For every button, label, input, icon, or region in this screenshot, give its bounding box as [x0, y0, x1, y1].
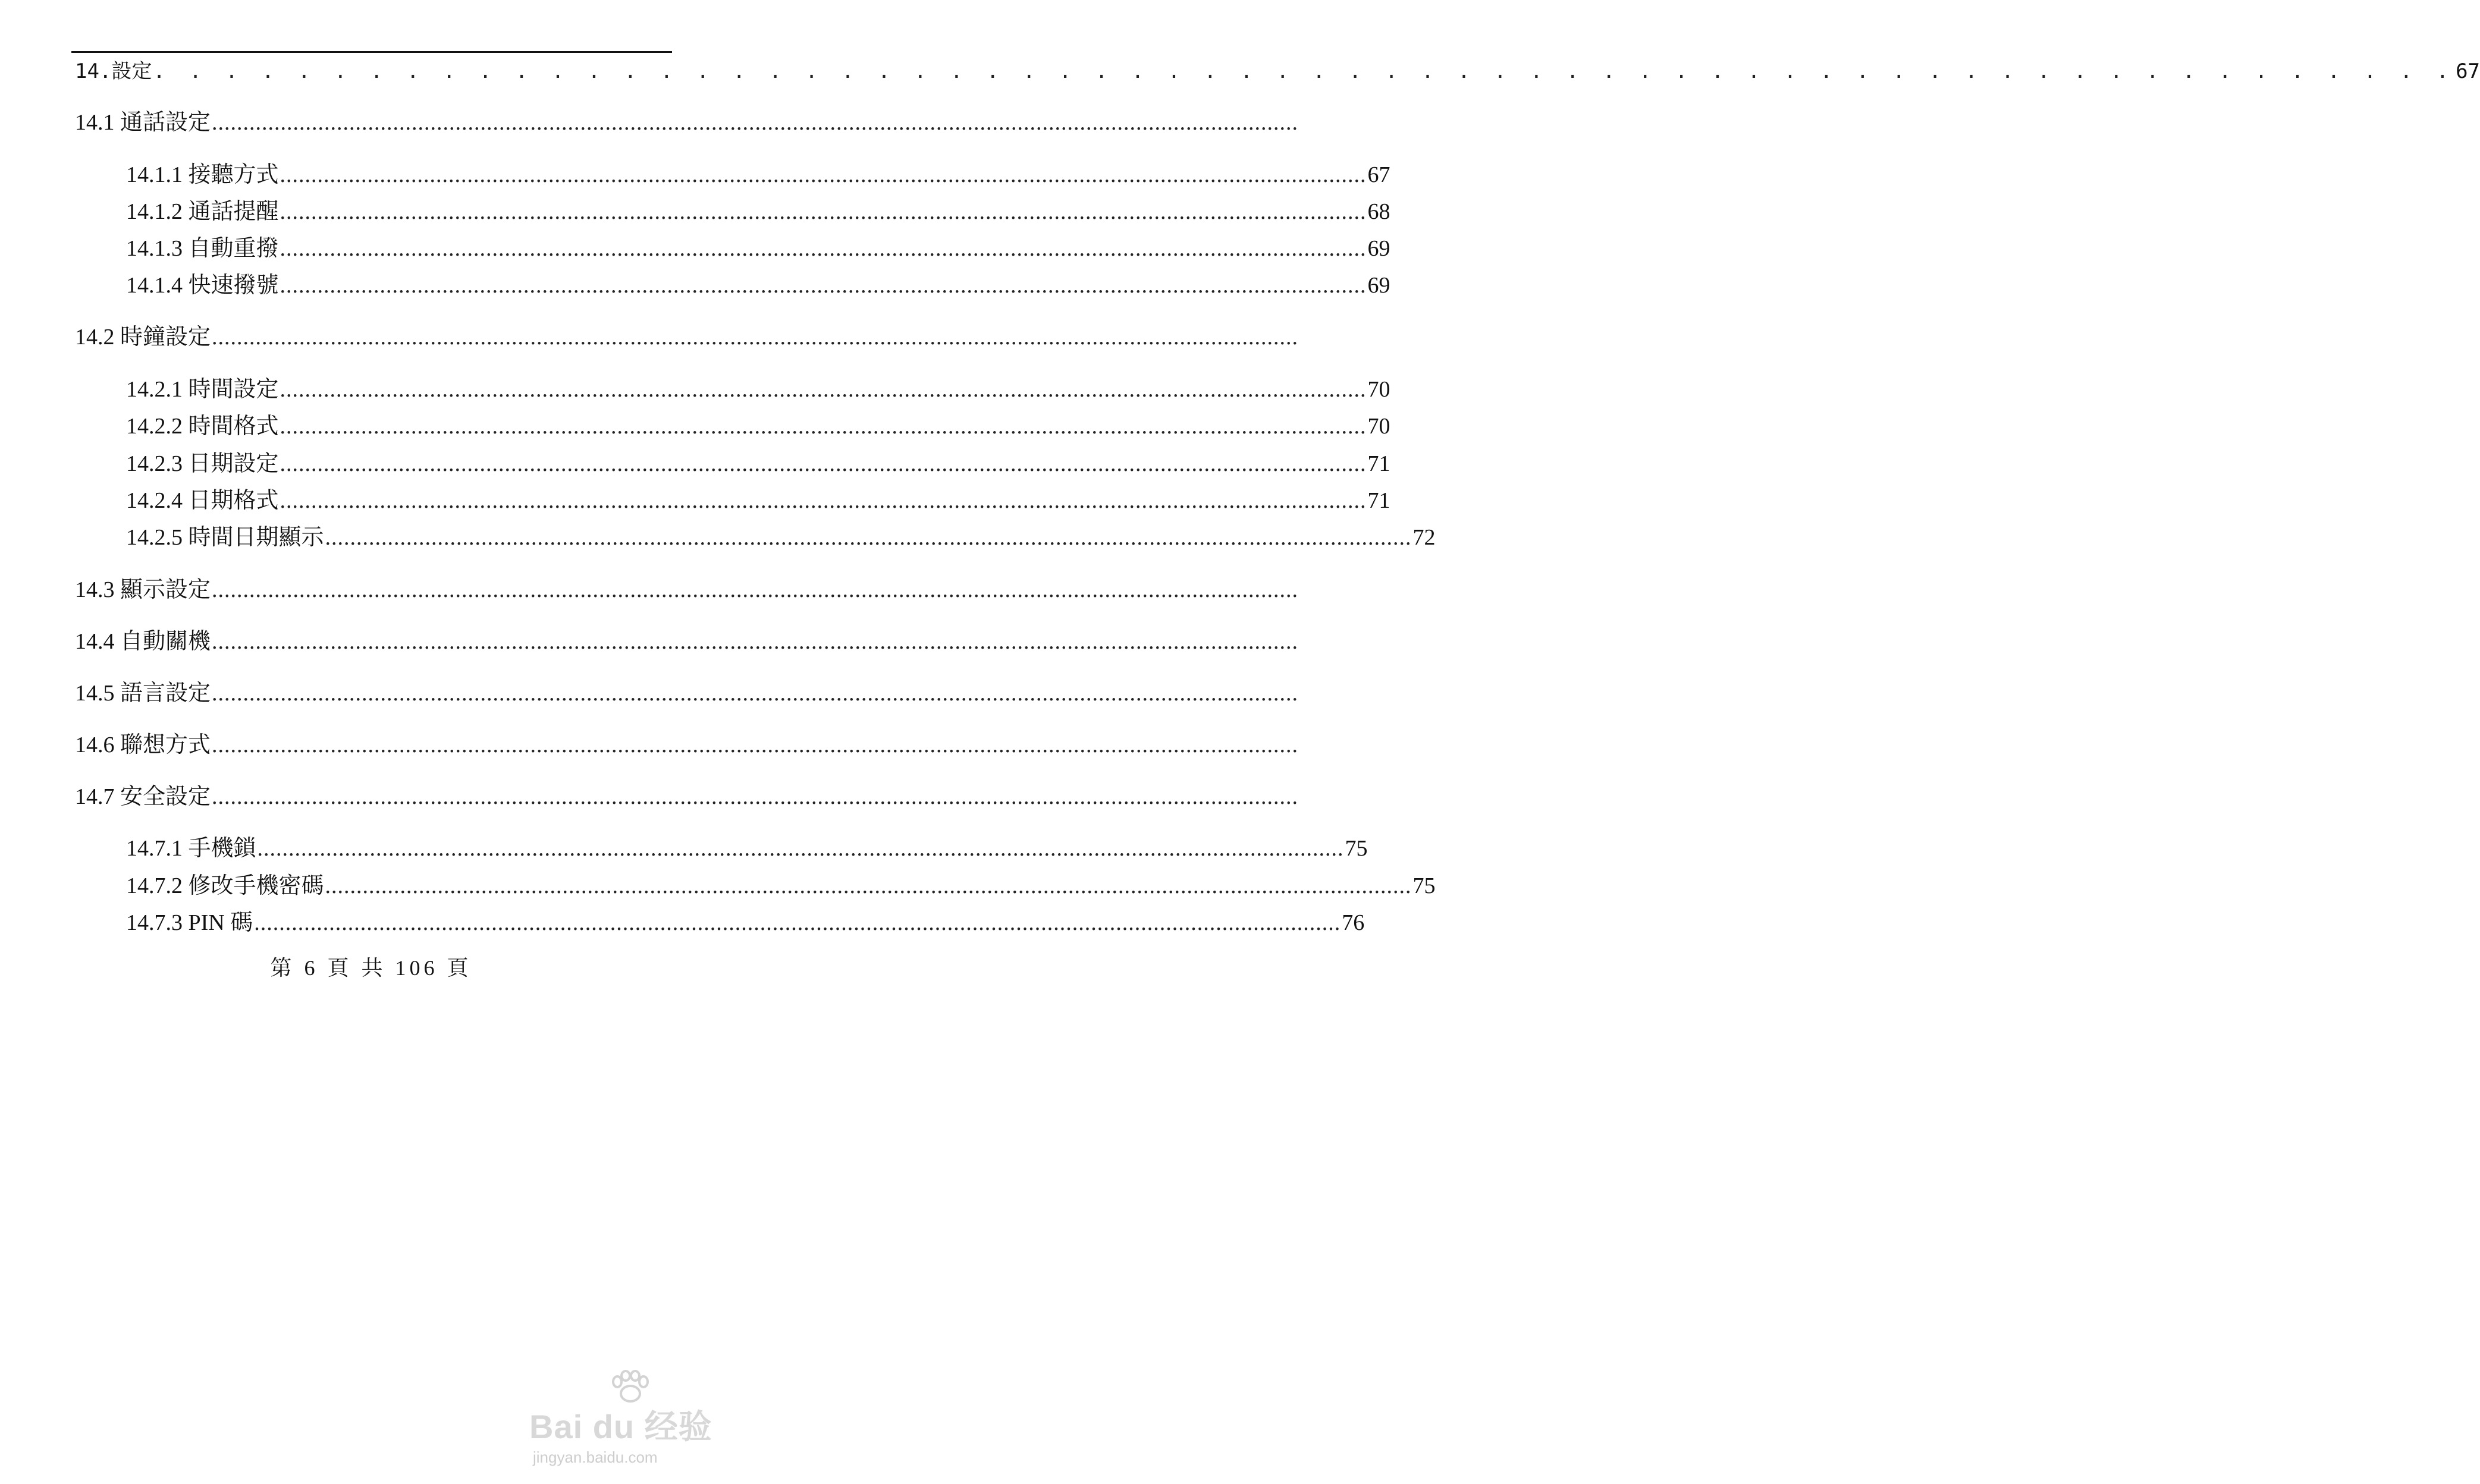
toc-label: 14.3 顯示設定: [75, 577, 211, 602]
toc-entry-14-2-2: [126, 412, 1390, 441]
toc-label: 14.4 自動關機: [75, 629, 211, 654]
toc-label: 14.5 語言設定: [75, 681, 211, 706]
toc-leader: ..............................................................................................................................................................................: [280, 377, 1367, 402]
toc-leader: ..............................................................................................................................................................................: [280, 199, 1367, 224]
toc-entry-14-7-2: [126, 872, 1436, 900]
toc-page-number: 70: [1367, 377, 1390, 402]
toc-entry-14: [75, 57, 2480, 86]
toc-label: 14.1.1 接聽方式: [126, 162, 279, 187]
toc-entry-14-4: [75, 627, 1299, 656]
toc-leader: . . . . . . . . . . . . . . . . . . . . . . . . . . . . . . . . . . . . . . . . . . . . . . . . . . . . . . . . . . . . . . . .: [153, 59, 2455, 83]
top-rule: [71, 51, 672, 53]
toc-label: 14.2.4 日期格式: [126, 488, 279, 513]
toc-entry-14-7: [75, 782, 1299, 811]
page-footer: 第 6 頁 共 106 頁: [270, 956, 472, 980]
toc-entry-14-5: [75, 679, 1299, 708]
toc-leader: ..............................................................................................................................................................................: [212, 681, 1299, 706]
toc-entry-14-1-2: [126, 197, 1390, 226]
toc-entry-14-2-4: [126, 486, 1390, 515]
toc-page-number: 72: [1412, 525, 1436, 550]
toc-label: 14.2.3 日期設定: [126, 451, 279, 476]
toc-leader: ..............................................................................................................................................................................: [280, 488, 1367, 513]
toc-leader: ..............................................................................................................................................................................: [212, 732, 1299, 757]
paw-icon: [607, 1370, 654, 1406]
toc-label: 14.6 聯想方式: [75, 732, 211, 757]
toc-page-number: 67: [2456, 59, 2480, 83]
toc-entry-14-6: [75, 731, 1299, 759]
toc-page-number: 69: [1367, 273, 1390, 298]
toc-entry-14-7-1: [126, 834, 1368, 863]
toc-label: 14.2.5 時間日期顯示: [126, 525, 324, 550]
toc-page-number: 70: [1367, 414, 1390, 439]
toc-leader: ..............................................................................................................................................................................: [212, 629, 1299, 654]
toc-page-number: 75: [1345, 836, 1368, 861]
toc-leader: ..............................................................................................................................................................................: [280, 273, 1367, 298]
toc-leader: ..............................................................................................................................................................................: [212, 110, 1299, 135]
toc-leader: ..............................................................................................................................................................................: [257, 836, 1344, 861]
toc-label: 14.1.3 自動重撥: [126, 236, 279, 261]
toc-entry-14-1-1: [126, 161, 1390, 189]
toc-leader: ..............................................................................................................................................................................: [325, 873, 1412, 898]
toc-leader: ..............................................................................................................................................................................: [280, 162, 1367, 187]
toc-label: 14.1 通話設定: [75, 110, 211, 135]
toc-entry-14-2-1: [126, 375, 1390, 404]
toc-page-number: 71: [1367, 488, 1390, 513]
toc-entry-14-1-3: [126, 234, 1390, 263]
toc-label: 14.2.2 時間格式: [126, 414, 279, 439]
toc-label: 14.7.1 手機鎖: [126, 836, 256, 861]
toc-page-number: 76: [1342, 910, 1365, 935]
toc-page-number: 68: [1367, 199, 1390, 224]
toc-entry-14-1: [75, 108, 1299, 137]
toc-leader: ..............................................................................................................................................................................: [212, 784, 1299, 809]
toc-page-number: 69: [1367, 236, 1390, 261]
toc-label: 14.設定: [75, 59, 152, 83]
toc-label: 14.2.1 時間設定: [126, 377, 279, 402]
toc-entry-14-2-3: [126, 449, 1390, 478]
watermark-url: jingyan.baidu.com: [533, 1448, 658, 1466]
toc-entry-14-2: [75, 323, 1299, 351]
toc-label: 14.7 安全設定: [75, 784, 211, 809]
toc-leader: ..............................................................................................................................................................................: [325, 525, 1412, 550]
toc-entry-14-7-3: [126, 908, 1365, 937]
toc-page-number: 67: [1367, 162, 1390, 187]
toc-entry-14-1-4: [126, 271, 1390, 300]
toc-leader: ..............................................................................................................................................................................: [212, 325, 1299, 350]
toc-label: 14.7.3 PIN 碼: [126, 910, 253, 935]
toc-leader: ..............................................................................................................................................................................: [280, 414, 1367, 439]
toc-leader: ..............................................................................................................................................................................: [280, 451, 1367, 476]
toc-page-number: 71: [1367, 451, 1390, 476]
toc-label: 14.7.2 修改手機密碼: [126, 873, 324, 898]
toc-label: 14.2 時鐘設定: [75, 325, 211, 350]
toc-leader: ..............................................................................................................................................................................: [280, 236, 1367, 261]
toc-page-number: 75: [1412, 873, 1436, 898]
toc-leader: ..............................................................................................................................................................................: [212, 577, 1299, 602]
toc-leader: ..............................................................................................................................................................................: [254, 910, 1341, 935]
toc-entry-14-3: [75, 576, 1299, 604]
baidu-watermark: [523, 1367, 714, 1474]
watermark-logo-text: Bai du 经验: [529, 1408, 712, 1445]
toc-label: 14.1.2 通話提醒: [126, 199, 279, 224]
toc-label: 14.1.4 快速撥號: [126, 273, 279, 298]
toc-entry-14-2-5: [126, 523, 1436, 552]
